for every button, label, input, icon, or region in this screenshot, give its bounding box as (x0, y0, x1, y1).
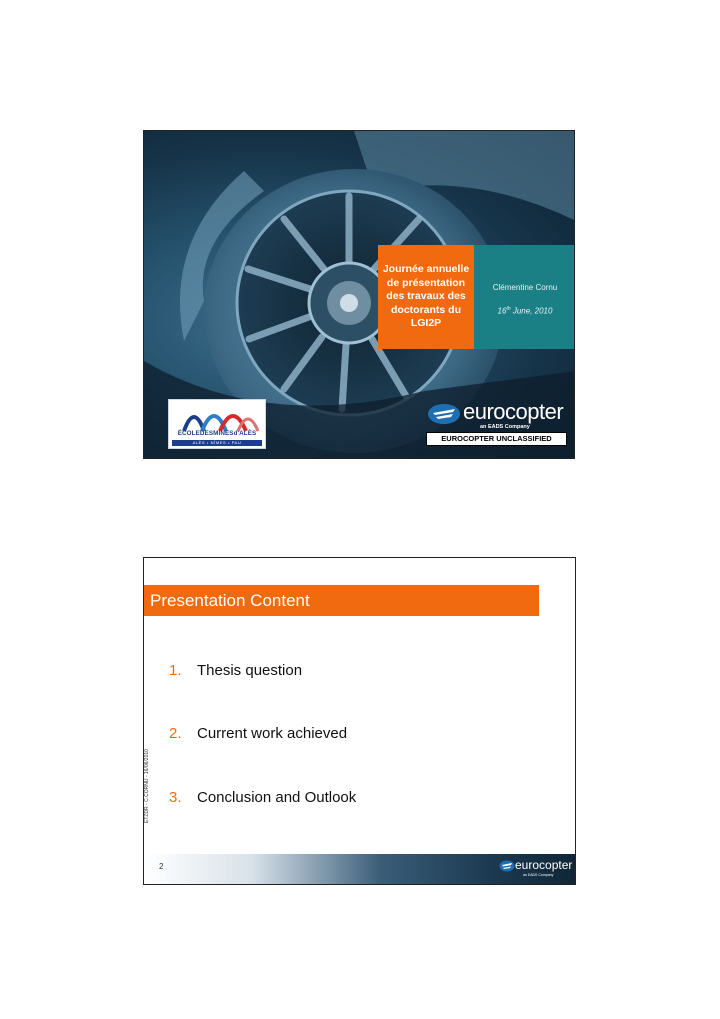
presentation-date: 16th June, 2010 (497, 306, 553, 316)
page-number: 2 (159, 862, 164, 871)
toc-number: 1. (169, 662, 182, 679)
slide-footer (144, 854, 575, 884)
footer-tagline: an EADS Company (523, 873, 554, 877)
toc-label: Conclusion and Outlook (197, 789, 357, 806)
author-panel (474, 245, 575, 349)
toc-item (169, 789, 356, 806)
eurocopter-logo (427, 399, 572, 433)
content-slide (143, 557, 576, 885)
toc-item (169, 725, 347, 742)
document-reference: ETZDR - C.CORNU - 16/06/2010 (144, 749, 150, 823)
footer-wordmark: eurocopter (515, 858, 573, 872)
ecole-des-mines-logo (168, 399, 266, 449)
eurocopter-wordmark: eurocopter (463, 399, 564, 424)
classification-banner: EUROCOPTER UNCLASSIFIED (426, 432, 567, 446)
toc-label: Thesis question (197, 662, 303, 679)
school-cities: ALÈS • NÎMES • PAU (172, 440, 262, 446)
toc-label: Current work achieved (197, 725, 348, 742)
eurocopter-tagline: an EADS Company (480, 424, 530, 430)
school-name: ÉCOLEDESMINESd'ALÈS (177, 430, 257, 437)
title-slide (143, 130, 575, 459)
eurocopter-footer-logo (499, 858, 575, 882)
toc-number: 3. (169, 789, 182, 806)
author-name: Clémentine Cornu (492, 283, 558, 292)
presentation-title: Journée annuelle de présentation des travaux des doctorants du LGI2P (378, 245, 474, 349)
toc-item (169, 662, 302, 679)
toc-number: 2. (169, 725, 182, 742)
slide-header: Presentation Content (144, 585, 539, 616)
